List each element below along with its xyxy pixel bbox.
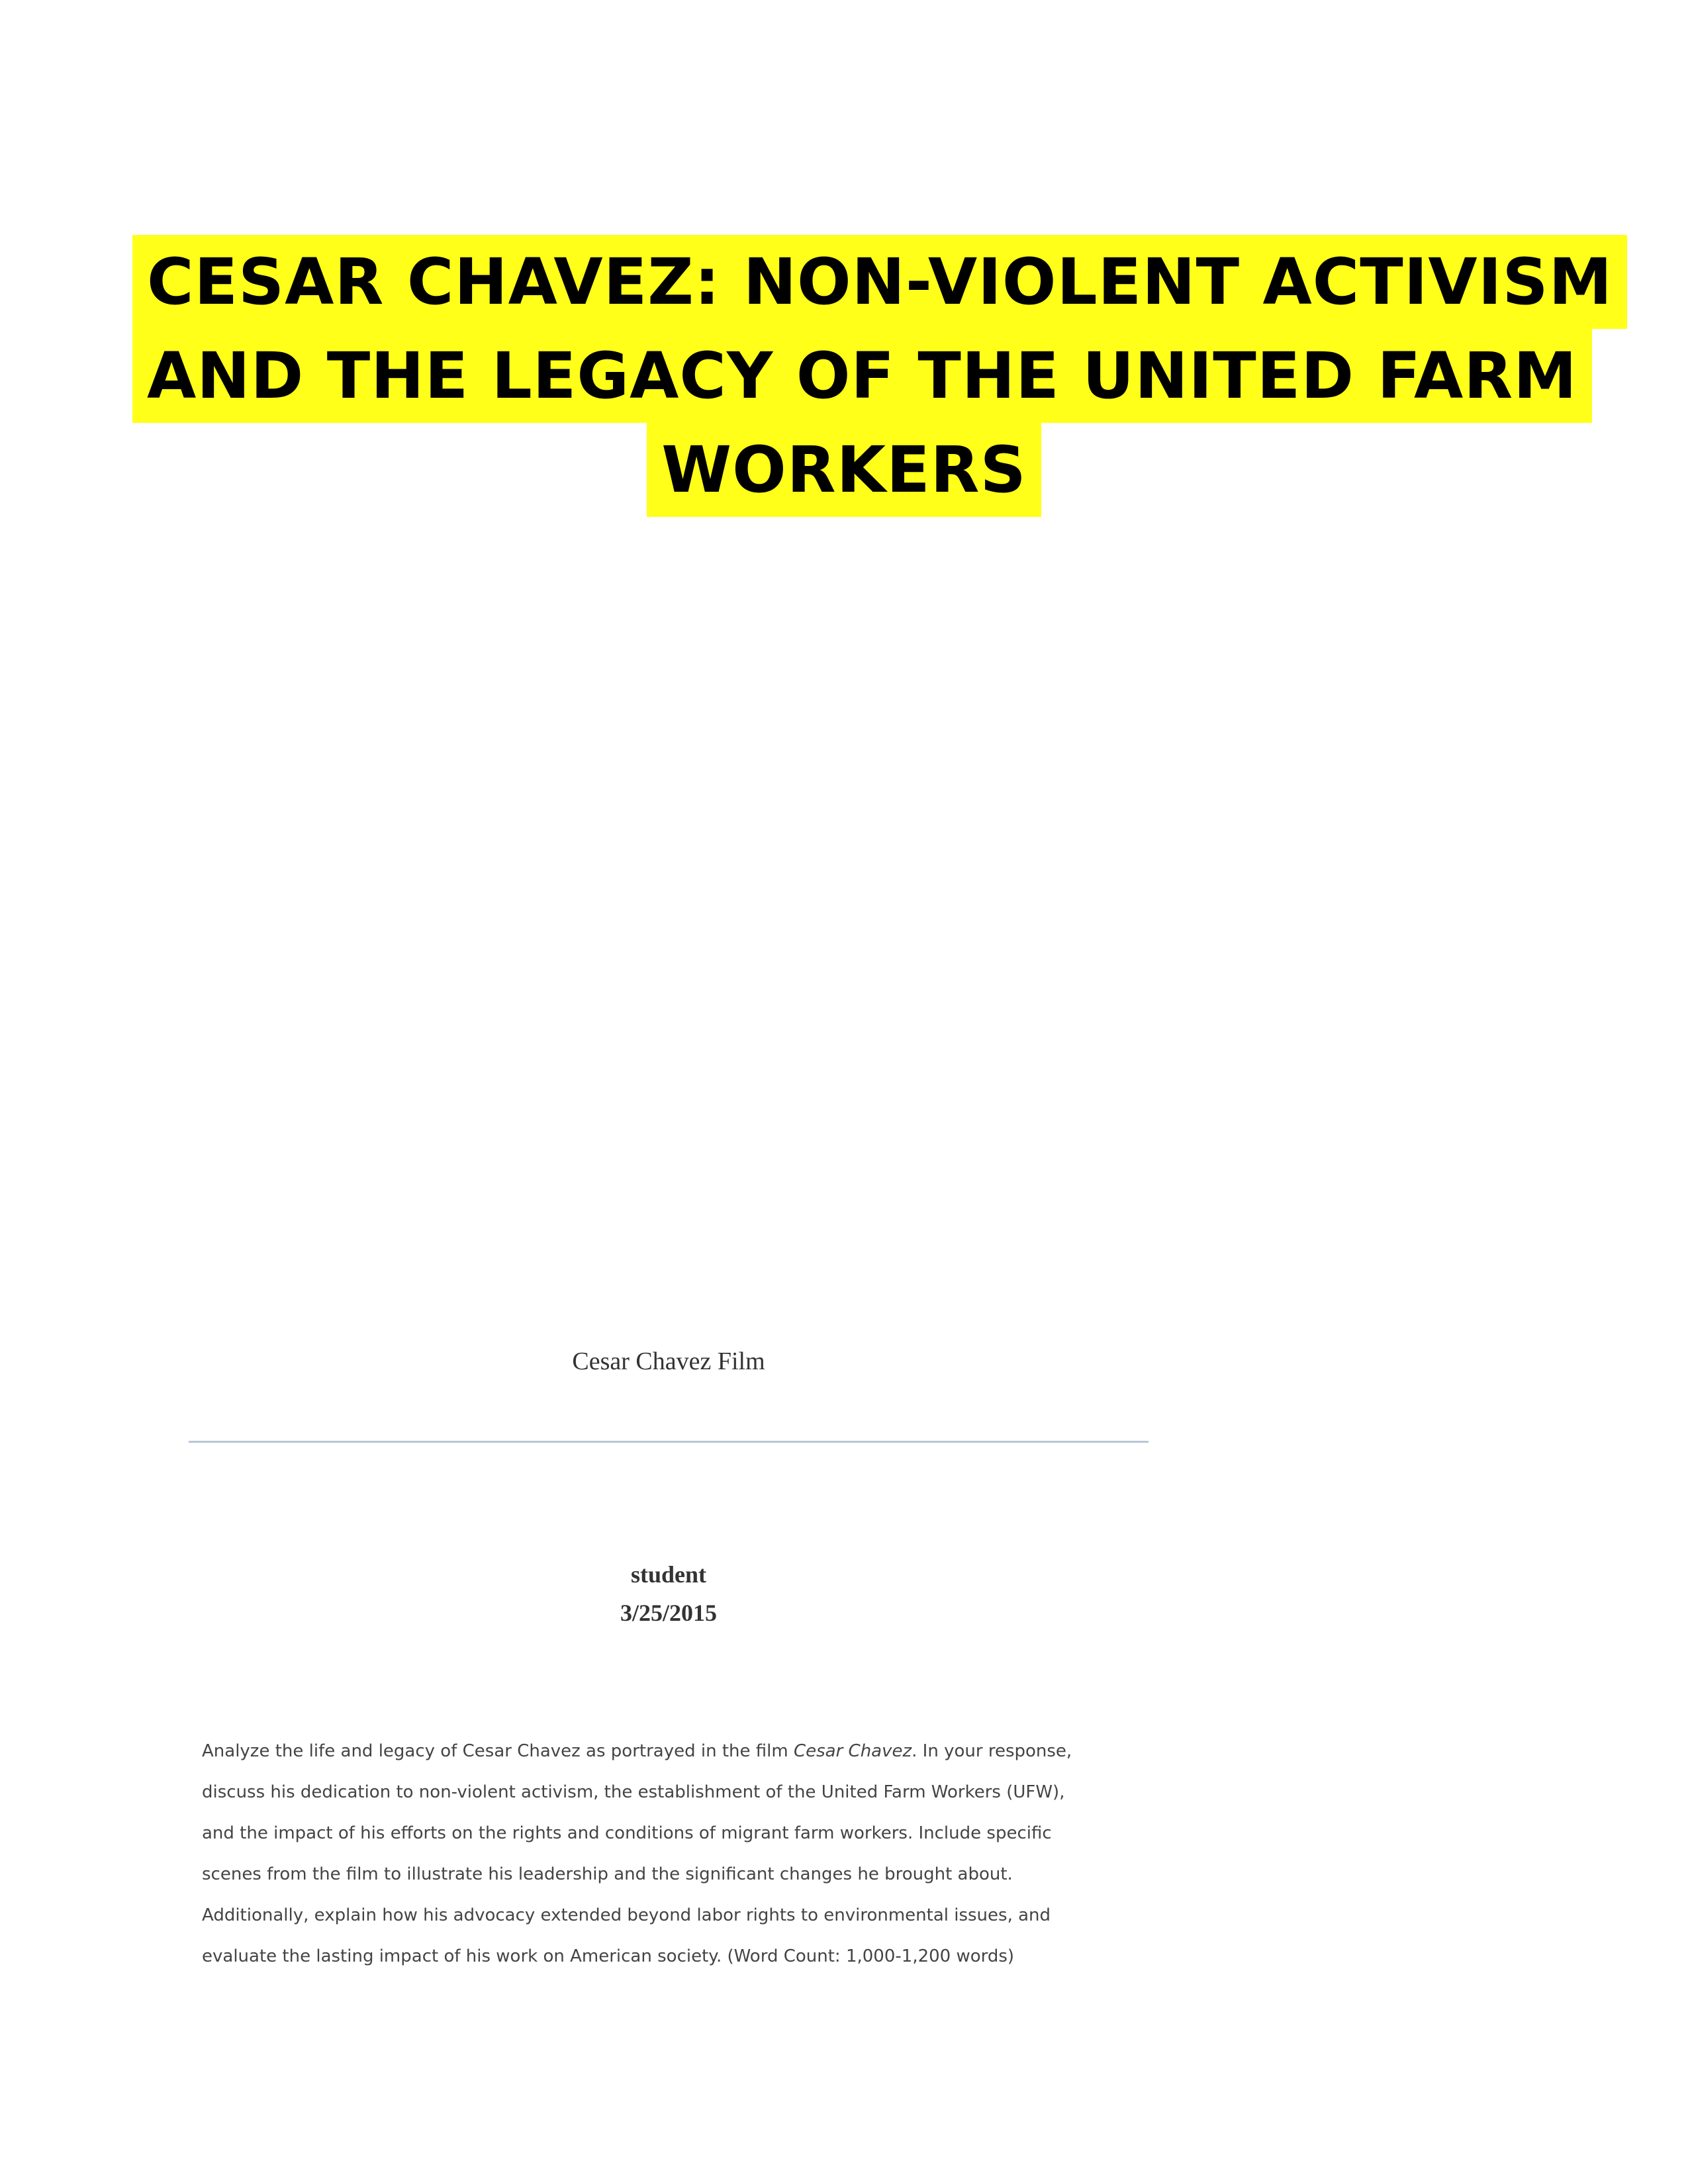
prompt-line-5: Additionally, explain how his advocacy extended beyond labor rights to environmental issues, and xyxy=(202,1905,1051,1925)
title-line-2: AND THE LEGACY OF THE UNITED FARM xyxy=(132,329,1592,423)
assignment-prompt xyxy=(202,1731,1142,1977)
title-line-3: WORKERS xyxy=(647,423,1041,517)
divider-rule xyxy=(189,1441,1149,1443)
prompt-line-3: and the impact of his efforts on the rights and conditions of migrant farm workers. Include specific xyxy=(202,1823,1052,1843)
film-name-italic: Cesar Chavez xyxy=(793,1741,912,1761)
film-title: Cesar Chavez Film xyxy=(572,1347,765,1375)
highlighted-title xyxy=(132,235,1613,517)
document-date: 3/25/2015 xyxy=(620,1600,717,1626)
title-line-1: CESAR CHAVEZ: NON-VIOLENT ACTIVISM xyxy=(132,235,1627,329)
prompt-line-6: evaluate the lasting impact of his work on American society. (Word Count: 1,000-1,200 words) xyxy=(202,1946,1015,1966)
author-block xyxy=(189,1555,1149,1632)
student-name: student xyxy=(630,1561,707,1588)
prompt-line-2: discuss his dedication to non-violent activism, the establishment of the United Farm Workers (UFW), xyxy=(202,1782,1065,1802)
prompt-line-1: Analyze the life and legacy of Cesar Chavez as portrayed in the film Cesar Chavez. In your response, xyxy=(202,1741,1072,1761)
prompt-line-4: scenes from the film to illustrate his leadership and the significant changes he brought about. xyxy=(202,1864,1013,1884)
